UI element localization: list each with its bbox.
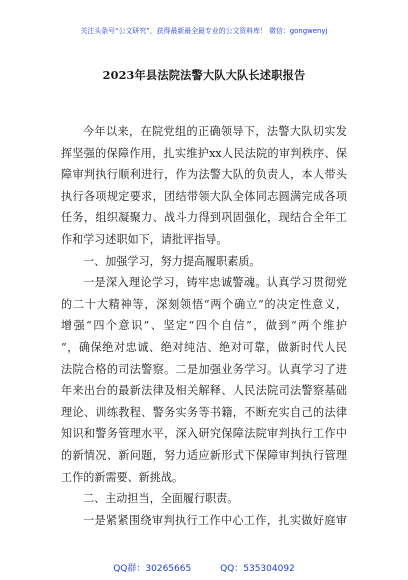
body-line: 任务，组织凝聚力、战斗力得到巩固强化，现结合全年工 bbox=[61, 211, 347, 225]
section-heading: 一、加强学习，努力提高履职素质。 bbox=[83, 254, 261, 268]
body-line: 作和学习述职如下，请批评指导。 bbox=[61, 232, 228, 246]
body-line: ”，确保绝对忠诚、绝对纯洁、绝对可靠，做新时代人民 bbox=[61, 340, 347, 354]
document-title: 2023年县法院法警大队大队长述职报告 bbox=[102, 68, 306, 82]
body-line: 年来出台的最新法律及相关解释、人民法院司法警察基础 bbox=[61, 384, 347, 398]
footer-contact bbox=[0, 561, 408, 574]
body-line: 一是紧紧围绕审判执行工作中心工作，扎实做好庭审 bbox=[83, 513, 347, 527]
body-line: 知识和警务管理水平，深入研究保障法院审判执行工作中 bbox=[61, 427, 347, 441]
body-line: 的二十大精神等，深刻领悟“两个确立”的决定性意义， bbox=[61, 297, 347, 311]
body-line: 挥坚强的保障作用，扎实维护xx人民法院的审判秩序、保 bbox=[61, 146, 347, 160]
body-line: 的新情况、新问题，努力适应新形式下保障审判执行管理 bbox=[61, 448, 347, 462]
body-line: 工作的新需要、新挑战。 bbox=[61, 470, 184, 484]
body-line: 法院合格的司法警察。二是加强业务学习。认真学习了进 bbox=[61, 362, 347, 376]
body-line: 增强“四个意识”、坚定“四个自信”，做到“两个维护 bbox=[61, 319, 347, 333]
body-line: 今年以来，在院党组的正确领导下，法警大队切实发 bbox=[83, 125, 347, 138]
footer-qq-number: QQ：535304092 bbox=[220, 564, 295, 574]
document-body bbox=[61, 121, 347, 531]
section-heading: 二、主动担当，全面履行职责。 bbox=[83, 492, 239, 506]
body-line: 执行各项规定要求，团结带领大队全体同志圆满完成各项 bbox=[61, 189, 347, 203]
header-note: 关注头条号“公文研究”，获得最新最全最专业的公文资料库！ 微信：gongwenyj bbox=[80, 27, 328, 35]
body-line: 理论、训练教程、警务实务等书籍，不断充实自己的法律 bbox=[61, 405, 347, 419]
footer-qq-group: QQ群：30265665 bbox=[113, 564, 192, 574]
body-line: 一是深入理论学习，铸牢忠诚警魂。认真学习贯彻党 bbox=[83, 276, 347, 290]
body-line: 障审判执行顺利进行，作为法警大队的负责人，本人带头 bbox=[61, 168, 347, 182]
